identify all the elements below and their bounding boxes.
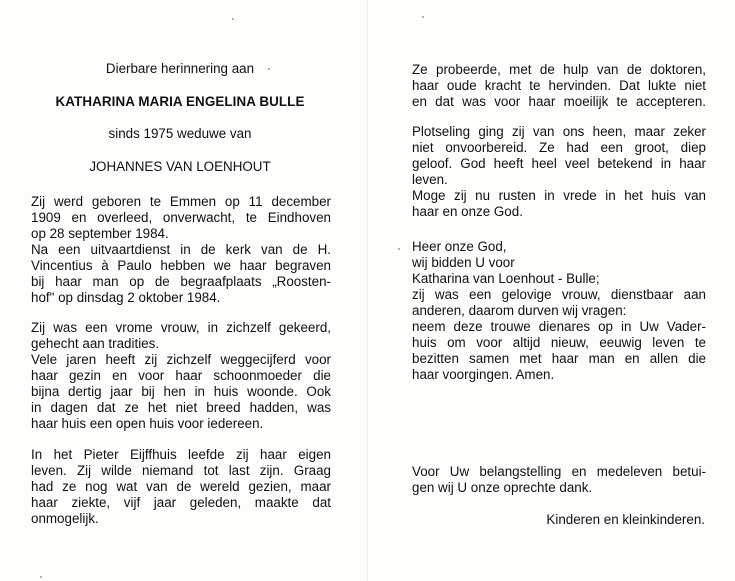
text-line: bij haar man op de begraafplaats „Roosten- <box>31 274 331 289</box>
text-line: anderen, daarom durven wij vragen: <box>412 303 627 318</box>
text-line: niet onvoorbereid. Ze had een groot, diep <box>412 140 706 155</box>
text-line: neem deze trouwe dienares op in Uw Vader- <box>412 319 706 334</box>
text-line: Heer onze God, <box>412 239 507 254</box>
text-line: hof" op dinsdag 2 oktober 1984. <box>31 290 221 305</box>
text-line: Katharina van Loenhout - Bulle; <box>412 271 600 286</box>
text-line: leven. <box>412 172 448 187</box>
text-line: bezitten samen met haar man en allen die <box>412 351 706 366</box>
intro-text: Dierbare herinnering aan <box>105 61 255 76</box>
text-line: had ze nog wat van de wereld gezien, maar <box>31 479 331 494</box>
text-line: en dat was voor haar moeilijk te accepteren. <box>412 94 706 109</box>
text-line: geloof. God heeft heel veel betekend in haar <box>412 156 706 171</box>
paper-speck <box>422 16 424 18</box>
paper-speck <box>232 18 234 20</box>
text-line: onmogelijk. <box>31 511 99 526</box>
text-line: wij bidden U voor <box>412 255 515 270</box>
text-line: Moge zij nu rusten in vrede in het huis van <box>412 188 706 203</box>
signature-line: Kinderen en kleinkinderen. <box>546 512 705 527</box>
text-line: huis om voor altijd nieuw, eeuwig leven te <box>412 335 706 350</box>
deceased-name: KATHARINA MARIA ENGELINA BULLE <box>55 94 305 109</box>
text-line: zij was een gelovige vrouw, dienstbaar aan <box>412 287 706 302</box>
text-line: In het Pieter Eijffhuis leefde zij haar eigen <box>31 447 331 462</box>
paper-speck <box>40 576 42 578</box>
text-line: haar huis een open huis voor iedereen. <box>31 416 264 431</box>
text-line: haar voorgingen. Amen. <box>412 367 555 382</box>
text-line: Vincentius à Paulo hebben we haar begraven <box>31 258 331 273</box>
text-line: Zij was een vrome vrouw, in zichzelf gekeerd, <box>31 320 331 335</box>
text-line: Plotseling ging zij van ons heen, maar zeker <box>412 124 706 139</box>
text-line: haar oude kracht te hervinden. Dat lukte niet <box>412 78 706 93</box>
text-line: leven. Zij wilde niemand tot last zijn. Graag <box>31 463 331 478</box>
text-line: gehecht aan tradities. <box>31 336 160 351</box>
widow-line: sinds 1975 weduwe van <box>108 126 252 141</box>
text-line: haar en onze God. <box>412 204 523 219</box>
card-fold-line <box>367 0 368 581</box>
text-line: Zij werd geboren te Emmen op 11 december <box>31 194 331 209</box>
text-line: in dagen dat ze het niet breed hadden, was <box>31 400 331 415</box>
text-line: haar gezin en voor haar schoonmoeder die <box>31 368 331 383</box>
text-line: haar ziekte, vijf jaar geleden, maakte dat <box>31 495 331 510</box>
text-line: Na een uitvaartdienst in de kerk van de H. <box>31 242 331 257</box>
text-line: Ze probeerde, met de hulp van de doktoren, <box>412 62 706 77</box>
text-line: bijna dertig jaar bij hen in huis woonde. Ook <box>31 384 331 399</box>
husband-name: JOHANNES VAN LOENHOUT <box>89 159 271 174</box>
text-line: Voor Uw belangstelling en medeleven betui- <box>412 464 706 479</box>
text-line: gen wij U onze oprechte dank. <box>412 480 593 495</box>
text-line: Vele jaren heeft zij zichzelf weggecijferd voor <box>31 352 331 367</box>
paper-speck <box>398 248 400 250</box>
text-line: op 28 september 1984. <box>31 226 169 241</box>
text-line: 1909 en overleed, onverwacht, te Eindhoven <box>31 210 331 225</box>
